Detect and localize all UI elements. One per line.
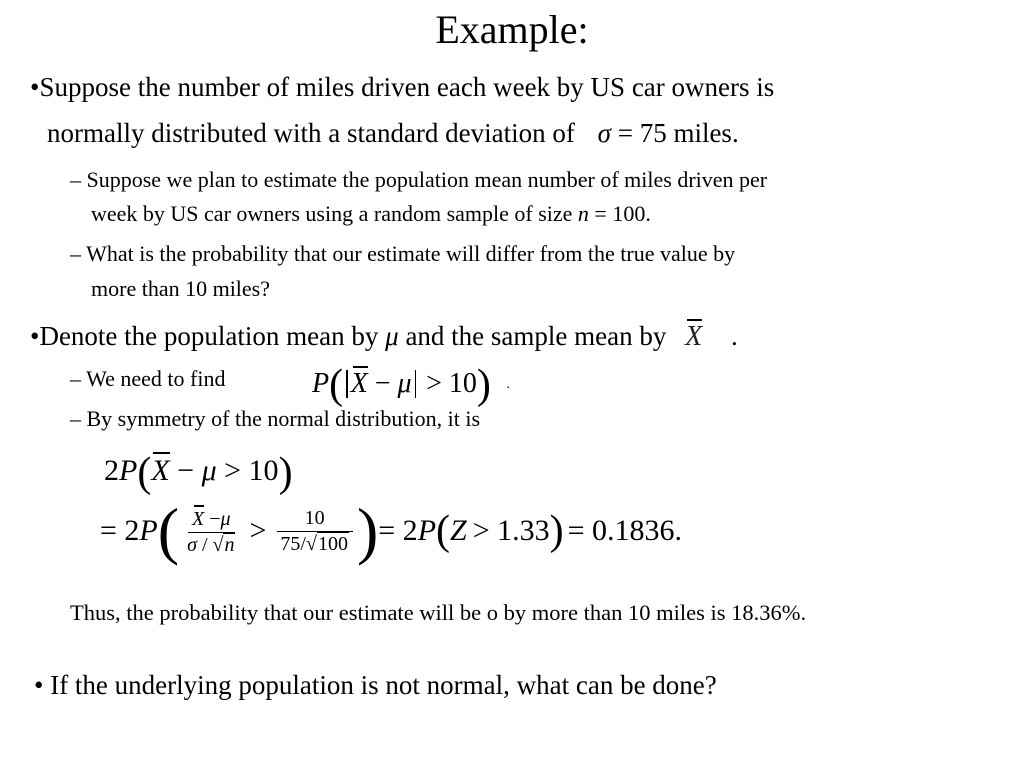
- bullet-3: • If the underlying population is not normal, what can be done?: [34, 670, 717, 700]
- bullet-2-prefix: •Denote the population mean by: [30, 321, 379, 351]
- eq2-frac2-75: 75/: [280, 532, 306, 555]
- right-paren: ): [476, 362, 491, 408]
- eq2-P: P: [139, 514, 158, 547]
- sub-bullet-1-line-2: [91, 201, 651, 227]
- conclusion-text: Thus, the probability that our estimate will be o by more than 10 miles is 18.36%.: [70, 600, 807, 625]
- formula-dot: ·: [505, 381, 511, 396]
- formula-mu: μ: [397, 368, 412, 399]
- bullet-2-middle: and the sample mean by: [405, 321, 667, 351]
- sub-bullet-1-line-2-suffix: = 100.: [594, 201, 651, 226]
- bullet-1-line-1: •Suppose the number of miles driven each week by US car owners is: [30, 72, 775, 102]
- eq2-frac1-denominator: [183, 533, 239, 557]
- formula-minus: −: [374, 368, 391, 399]
- eq1-right-paren: ): [278, 450, 293, 496]
- eq2-right-paren-2: ): [549, 508, 564, 554]
- eq2-left-paren-2: (: [436, 508, 451, 554]
- eq2-frac2-100: 100: [317, 532, 348, 555]
- abs-bar-right: [415, 370, 417, 398]
- bullet-1-line-2-suffix: = 75 miles.: [617, 118, 739, 148]
- eq1-minus: −: [177, 454, 195, 487]
- x-bar-symbol: X: [685, 321, 703, 352]
- eq2-frac1-slash: /: [201, 534, 208, 556]
- eq2-frac1-minus: −: [209, 508, 221, 530]
- eq1-mu: μ: [201, 454, 217, 487]
- sub-bullet-1-line-1: – Suppose we plan to estimate the population mean number of miles driven per: [70, 167, 768, 192]
- eq2-result: = 0.1836.: [567, 514, 683, 547]
- eq2-frac1-n: n: [224, 534, 235, 556]
- eq2-fraction-2: [276, 507, 353, 556]
- eq2-right-big-paren: ): [356, 495, 379, 566]
- eq2-eq-two: = 2: [100, 514, 140, 547]
- sub-bullet-3-text: – We need to find: [70, 366, 226, 391]
- n-symbol: n: [577, 201, 589, 226]
- bullet-1-line-2-prefix: normally distributed with a standard deviation of: [47, 118, 575, 148]
- eq2-P2: P: [417, 514, 437, 547]
- left-paren: (: [329, 362, 344, 408]
- formula-gt-10: > 10: [426, 368, 477, 399]
- eq2-frac1-mu: μ: [220, 508, 231, 530]
- eq2-frac2-denominator: [276, 532, 353, 556]
- abs-bar-left: [346, 370, 348, 398]
- eq2-frac1-sigma: σ: [187, 534, 197, 556]
- sub-bullet-2-line-2: more than 10 miles?: [91, 276, 271, 301]
- eq2-frac1-X-bar: X: [192, 505, 204, 529]
- formula-P: P: [312, 368, 330, 399]
- sub-bullet-4: – By symmetry of the normal distribution, it is: [70, 406, 481, 431]
- sigma-symbol: σ: [597, 118, 611, 148]
- eq2-frac1-numerator: [188, 505, 235, 533]
- eq1-left-paren: (: [137, 450, 152, 496]
- eq2-frac2-numerator: 10: [277, 507, 353, 532]
- eq2-fraction-1: [183, 505, 239, 557]
- eq2-gt-1.33: > 1.33: [472, 514, 550, 547]
- equation-1: [104, 452, 293, 494]
- eq1-two: 2: [104, 454, 119, 487]
- equation-2: [100, 495, 683, 566]
- sub-bullet-3-formula: [312, 364, 511, 406]
- formula-X-bar: X: [350, 368, 368, 399]
- bullet-1-line-2: [47, 118, 739, 149]
- eq2-frac2-sqrt: √100: [305, 532, 348, 555]
- eq1-gt-10: > 10: [224, 454, 279, 487]
- eq2-gt: >: [249, 514, 267, 547]
- eq2-left-big-paren: (: [157, 495, 180, 566]
- eq2-eq-two-b: = 2: [378, 514, 418, 547]
- eq2-Z: Z: [450, 514, 467, 547]
- bullet-2-suffix: .: [730, 321, 738, 351]
- eq1-X-bar: X: [151, 454, 170, 487]
- sub-bullet-1-line-2-prefix: week by US car owners using a random sample of size: [91, 201, 573, 226]
- mu-symbol: μ: [385, 321, 399, 351]
- bullet-2: [30, 319, 738, 352]
- sub-bullet-2-line-1: – What is the probability that our estimate will differ from the true value by: [70, 241, 736, 266]
- slide-title: Example:: [435, 7, 589, 52]
- eq1-P: P: [119, 454, 138, 487]
- eq2-frac1-sqrt: √n: [212, 534, 235, 556]
